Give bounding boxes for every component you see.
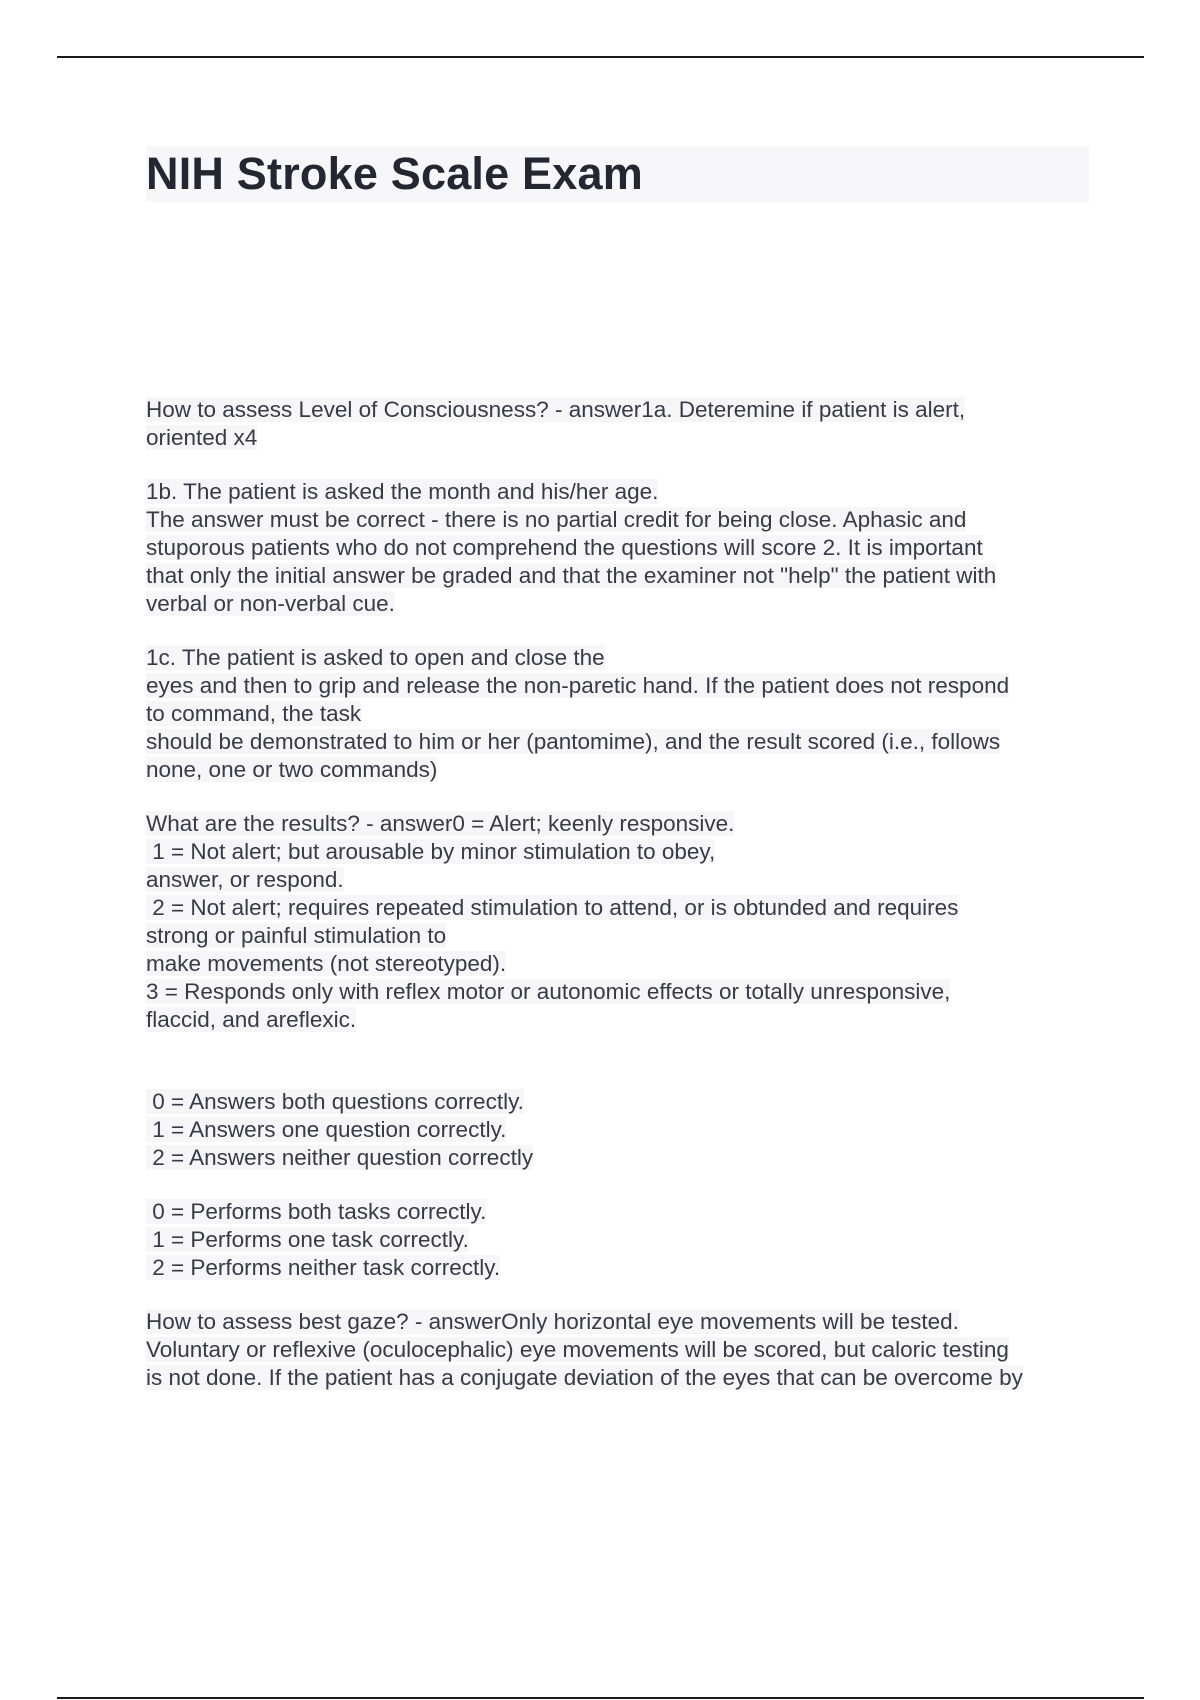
paragraph-best-gaze (146, 1308, 1096, 1392)
text-line: to command, the task (146, 701, 362, 726)
text-line: strong or painful stimulation to (146, 923, 447, 948)
text-line: oriented x4 (146, 425, 258, 450)
text-line: What are the results? - answer0 = Alert; keenly responsive. (146, 811, 735, 836)
text-line: make movements (not stereotyped). (146, 951, 507, 976)
text-line: 1c. The patient is asked to open and close the (146, 645, 605, 670)
text-line: verbal or non-verbal cue. (146, 591, 395, 616)
text-line: none, one or two commands) (146, 757, 438, 782)
text-line: is not done. If the patient has a conjugate deviation of the eyes that can be overcome by (146, 1365, 1023, 1390)
top-divider (57, 56, 1144, 58)
paragraph-results (146, 810, 1096, 1034)
text-line: 1 = Answers one question correctly. (146, 1117, 507, 1142)
paragraph-loc-question (146, 396, 1096, 452)
text-line: eyes and then to grip and release the non-paretic hand. If the patient does not respond (146, 673, 1010, 698)
title-banner (146, 146, 1089, 202)
text-line: How to assess best gaze? - answerOnly horizontal eye movements will be tested. (146, 1309, 959, 1334)
text-line: 1 = Performs one task correctly. (146, 1227, 469, 1252)
text-line: Voluntary or reflexive (oculocephalic) eye movements will be scored, but caloric testing (146, 1337, 1009, 1362)
bottom-divider (57, 1697, 1144, 1699)
paragraph-1c (146, 644, 1096, 784)
text-line: 2 = Not alert; requires repeated stimulation to attend, or is obtunded and requires (146, 895, 959, 920)
text-line: answer, or respond. (146, 867, 344, 892)
text-line: 0 = Performs both tasks correctly. (146, 1199, 487, 1224)
text-line: flaccid, and areflexic. (146, 1007, 357, 1032)
text-line: that only the initial answer be graded and that the examiner not "help" the patient with (146, 563, 997, 588)
text-line: How to assess Level of Consciousness? - answer1a. Deteremine if patient is alert, (146, 397, 966, 422)
text-line: The answer must be correct - there is no partial credit for being close. Aphasic and (146, 507, 967, 532)
page-title: NIH Stroke Scale Exam (146, 148, 643, 199)
text-line: 1 = Not alert; but arousable by minor stimulation to obey, (146, 839, 716, 864)
text-line: 0 = Answers both questions correctly. (146, 1089, 524, 1114)
text-line: should be demonstrated to him or her (pantomime), and the result scored (i.e., follows (146, 729, 1001, 754)
paragraph-tasks-scores (146, 1198, 1096, 1282)
document-body (146, 396, 1096, 1418)
paragraph-1b (146, 478, 1096, 618)
text-line: 1b. The patient is asked the month and his/her age. (146, 479, 659, 504)
text-line: 2 = Answers neither question correctly (146, 1145, 534, 1170)
text-line: 2 = Performs neither task correctly. (146, 1255, 501, 1280)
text-line: stuporous patients who do not comprehend the questions will score 2. It is important (146, 535, 983, 560)
paragraph-answers-scores (146, 1088, 1096, 1172)
text-line: 3 = Responds only with reflex motor or autonomic effects or totally unresponsive, (146, 979, 951, 1004)
